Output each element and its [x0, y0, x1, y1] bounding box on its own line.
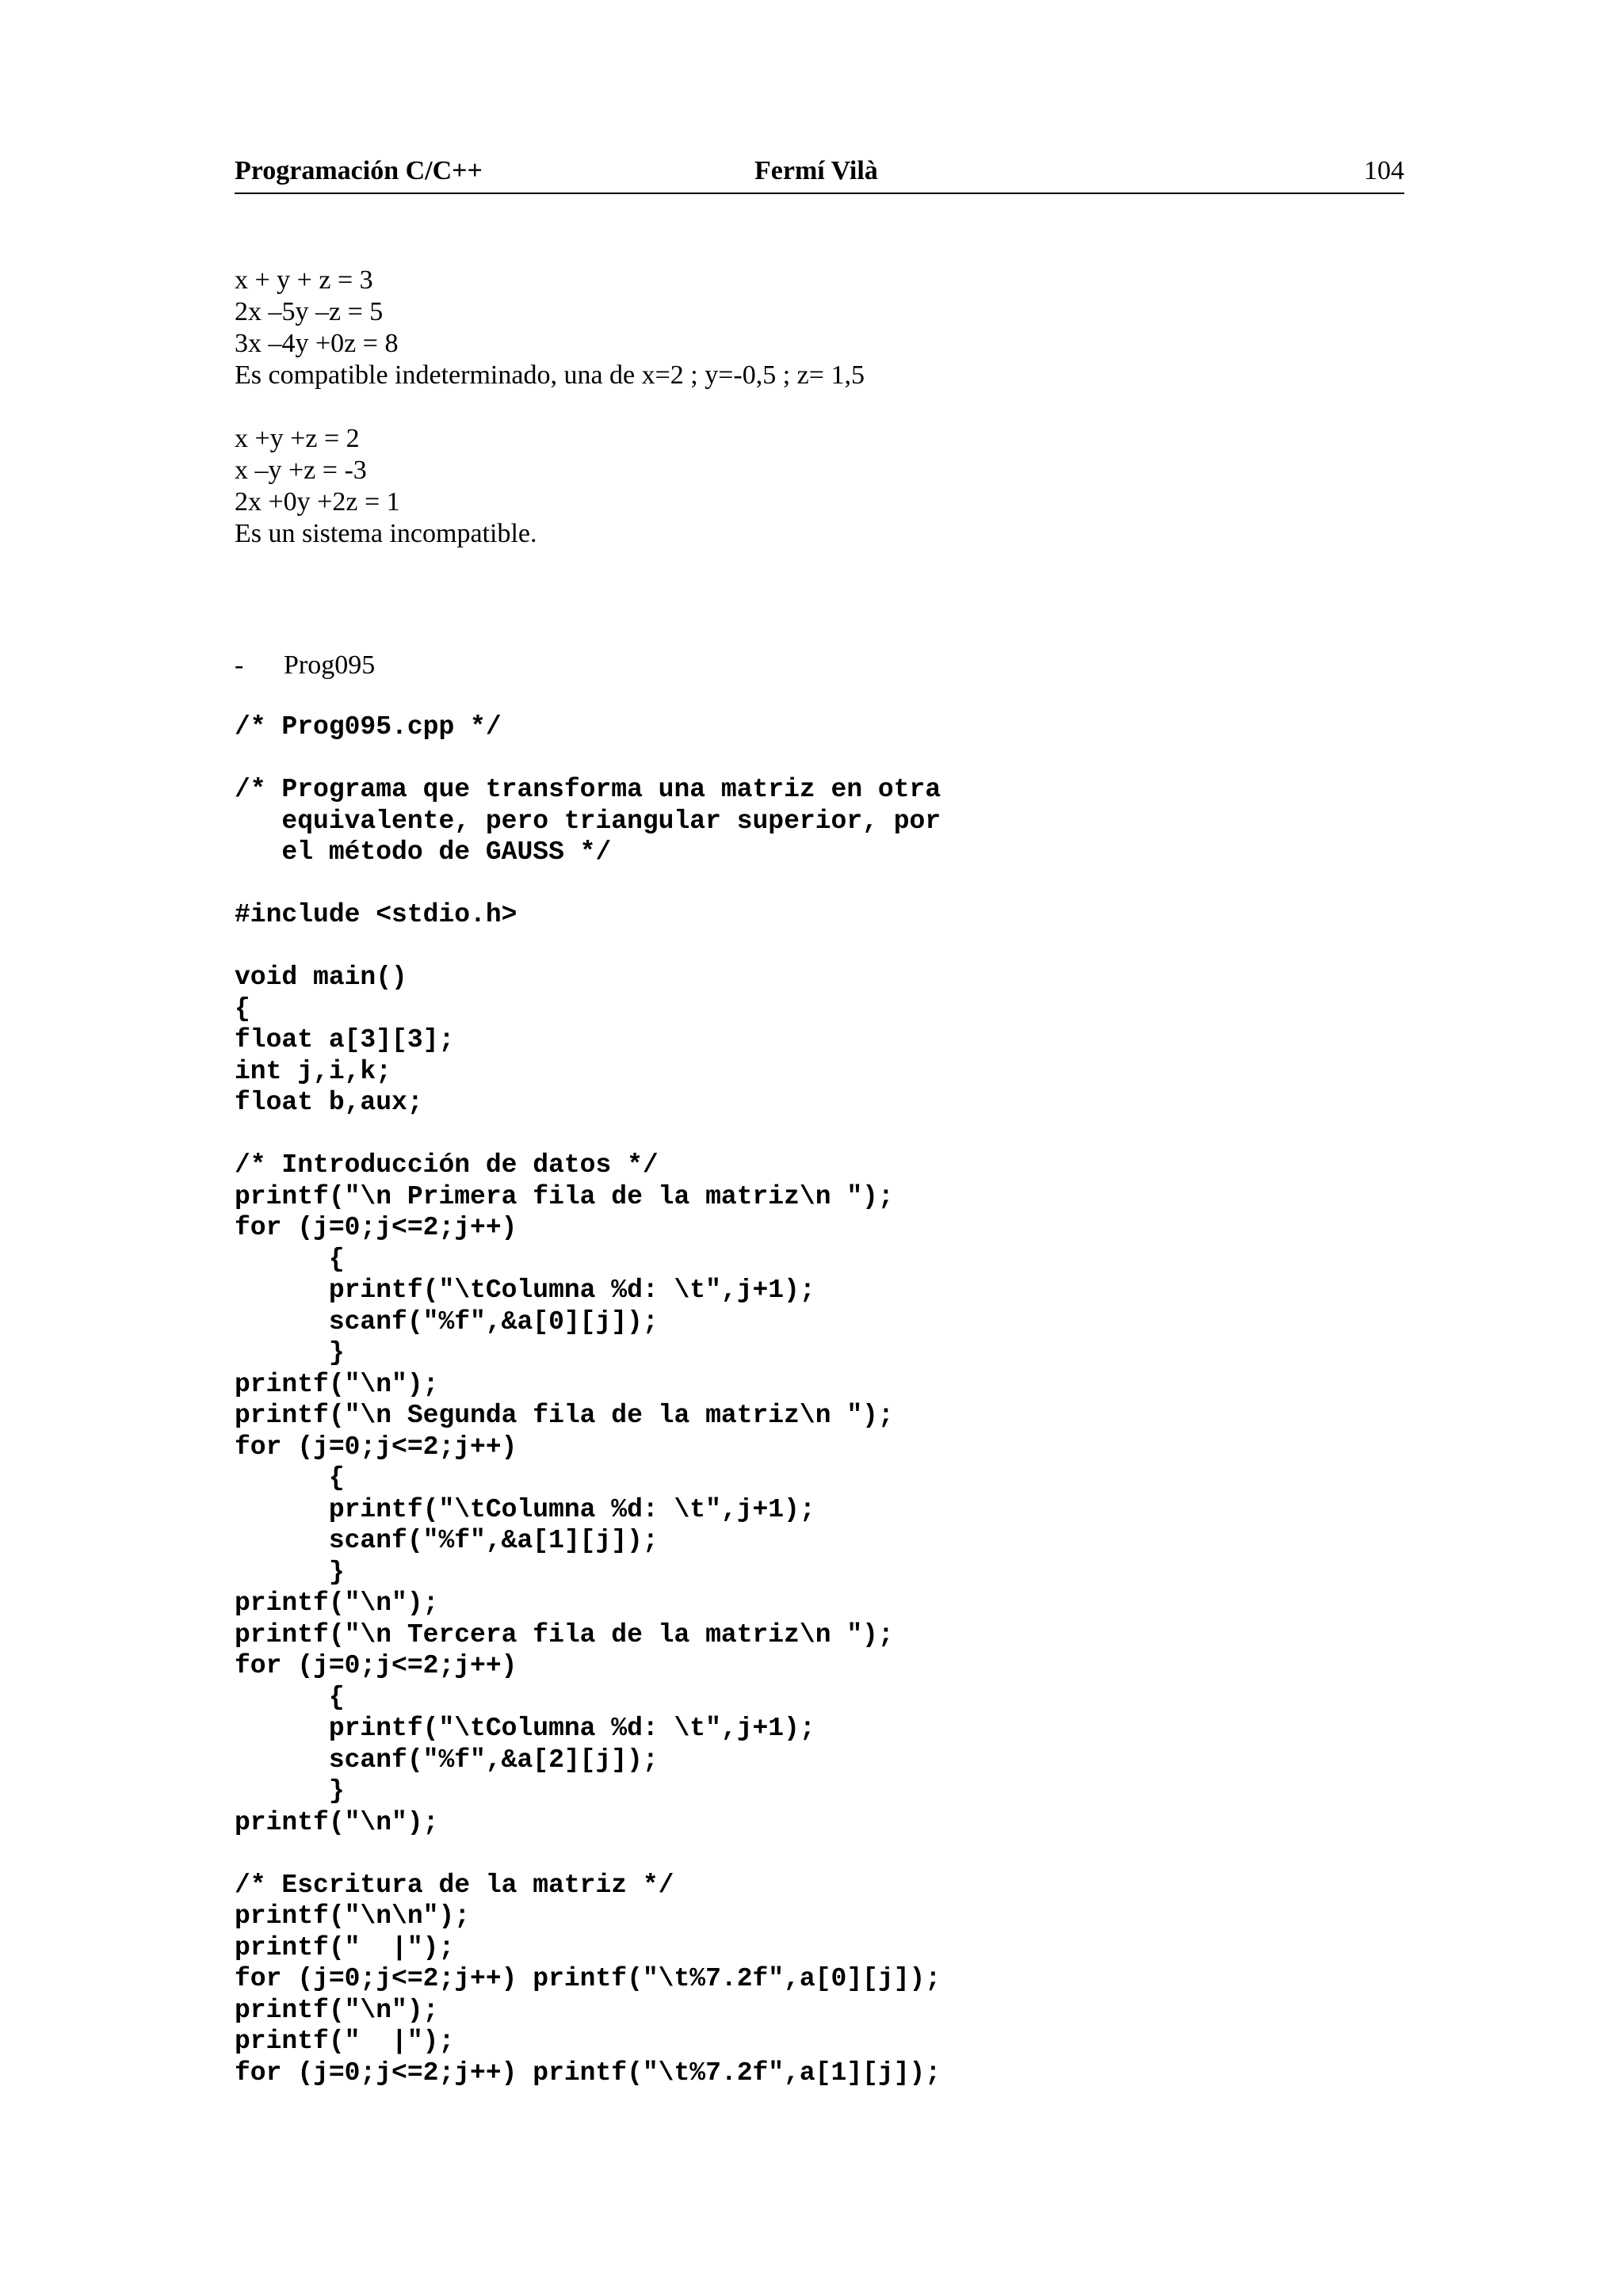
code-line: equivalente, pero triangular superior, por [235, 806, 941, 836]
equation-line: x + y + z = 3 [235, 265, 373, 295]
bullet-dash: - [235, 650, 244, 680]
code-line: printf("\n"); [235, 1369, 439, 1399]
code-line: scanf("%f",&a[0][j]); [235, 1306, 659, 1337]
code-line: printf("\n Primera fila de la matriz\n "); [235, 1181, 894, 1211]
header-book-title: Programación C/C++ [235, 156, 483, 185]
code-line: el método de GAUSS */ [235, 837, 612, 867]
code-line: float b,aux; [235, 1088, 423, 1117]
result-line: Es un sistema incompatible. [235, 519, 537, 548]
code-line [235, 868, 941, 900]
equation-line: x –y +z = -3 [235, 456, 367, 485]
equation-system-2 [235, 423, 537, 550]
code-line: printf("\n\n"); [235, 1901, 471, 1931]
code-line: #include <stdio.h> [235, 900, 517, 929]
code-line: for (j=0;j<=2;j++) printf("\t%7.2f",a[0][j]); [235, 1964, 941, 1993]
equation-line: 2x –5y –z = 5 [235, 297, 384, 326]
code-line [235, 743, 941, 775]
code-line: printf("\tColumna %d: \t",j+1); [235, 1494, 815, 1524]
code-line [235, 931, 941, 963]
result-line: Es compatible indeterminado, una de x=2 ; y=-0,5 ; z= 1,5 [235, 360, 865, 390]
code-line: /* Escritura de la matriz */ [235, 1870, 674, 1900]
code-line: for (j=0;j<=2;j++) printf("\t%7.2f",a[1][j]); [235, 2058, 941, 2088]
code-line: { [235, 994, 250, 1024]
code-line [235, 1119, 941, 1150]
code-line: printf("\n"); [235, 1807, 439, 1837]
code-line: /* Prog095.cpp */ [235, 712, 502, 742]
code-line: { [235, 1682, 345, 1712]
equation-line: x +y +z = 2 [235, 424, 360, 453]
header-author: Fermí Vilà [754, 156, 878, 185]
code-line: for (j=0;j<=2;j++) [235, 1651, 517, 1680]
code-listing [235, 711, 941, 2088]
code-line: /* Programa que transforma una matriz en otra [235, 775, 941, 804]
code-line: } [235, 1338, 345, 1367]
code-line: } [235, 1557, 345, 1587]
code-line: printf("\n Segunda fila de la matriz\n "); [235, 1401, 894, 1430]
equation-line: 3x –4y +0z = 8 [235, 329, 399, 358]
code-line: { [235, 1463, 345, 1493]
code-line: printf("\tColumna %d: \t",j+1); [235, 1276, 815, 1305]
code-line: printf("\n Tercera fila de la matriz\n "); [235, 1619, 894, 1650]
code-line: printf("\n"); [235, 1995, 439, 2025]
equation-line: 2x +0y +2z = 1 [235, 487, 400, 517]
code-line: /* Introducción de datos */ [235, 1150, 659, 1180]
code-line: printf(" |"); [235, 1932, 455, 1962]
header-page-number: 104 [1364, 156, 1404, 185]
code-line [235, 1838, 941, 1870]
page-header [235, 156, 1404, 194]
code-line: { [235, 1244, 345, 1274]
code-line: printf("\tColumna %d: \t",j+1); [235, 1714, 815, 1743]
code-line: for (j=0;j<=2;j++) [235, 1213, 517, 1242]
equation-system-1 [235, 265, 865, 391]
code-line: printf(" |"); [235, 2027, 455, 2056]
code-line: printf("\n"); [235, 1589, 439, 1618]
program-name: Prog095 [284, 650, 376, 680]
code-line: for (j=0;j<=2;j++) [235, 1432, 517, 1462]
code-line: void main() [235, 963, 407, 992]
code-line: scanf("%f",&a[1][j]); [235, 1526, 659, 1555]
code-line: scanf("%f",&a[2][j]); [235, 1745, 659, 1775]
code-line: int j,i,k; [235, 1056, 392, 1086]
code-line: } [235, 1776, 345, 1806]
code-line: float a[3][3]; [235, 1025, 455, 1055]
